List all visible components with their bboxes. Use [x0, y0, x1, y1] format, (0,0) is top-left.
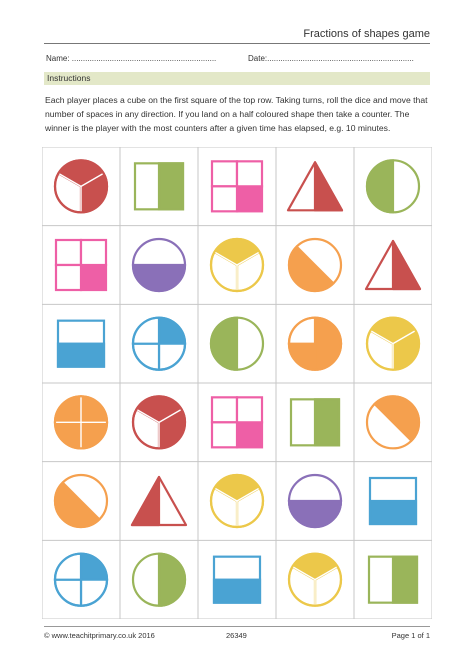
board-cell-r3-c5[interactable] [367, 318, 419, 370]
board-cell-r6-c1[interactable] [55, 554, 107, 606]
footer-copyright: © www.teachitprimary.co.uk 2016 [44, 631, 155, 640]
board-cell-r4-c3[interactable] [212, 397, 262, 447]
board-cell-r2-c1[interactable] [56, 240, 106, 290]
board-cell-r6-c4[interactable] [289, 554, 341, 606]
board-cell-r3-c2[interactable] [133, 318, 185, 370]
board-cell-r1-c1[interactable] [55, 160, 107, 212]
page-title: Fractions of shapes game [303, 28, 430, 40]
board-cell-r2-c3[interactable] [211, 239, 263, 291]
board-cell-r3-c1[interactable] [58, 321, 104, 367]
board-cell-r6-c5[interactable] [369, 557, 417, 603]
game-board [42, 147, 432, 619]
board-cell-r4-c1[interactable] [55, 396, 107, 448]
board-cell-r6-c3[interactable] [214, 557, 260, 603]
board-cell-r5-c3[interactable] [211, 475, 263, 527]
board-cell-r4-c2[interactable] [133, 396, 185, 448]
board-cell-r1-c3[interactable] [212, 161, 262, 211]
footer-code: 26349 [226, 631, 247, 640]
board-cell-r1-c2[interactable] [135, 163, 183, 209]
date-field[interactable]: Date:.................................................................. [248, 54, 414, 63]
board-cell-r2-c4[interactable] [289, 239, 341, 291]
instructions-text: Each player places a cube on the first square of the top row. Taking turns, roll the dice and move that number of spaces in any direction. If you land on a half coloured shape then take a counter. The winner is the player with the most counters after a given time has elapsed, e.g. 10 minutes. [45, 95, 428, 133]
instructions-heading: Instructions [44, 72, 430, 85]
board-cell-r6-c2[interactable] [133, 554, 185, 606]
board-cell-r3-c4[interactable] [289, 318, 341, 370]
board-cell-r5-c1[interactable] [55, 475, 107, 527]
board-cell-r4-c5[interactable] [367, 396, 419, 448]
footer-divider [44, 626, 430, 627]
board-grid-lines [42, 147, 432, 619]
board-cell-r5-c4[interactable] [289, 475, 341, 527]
board-cell-r5-c5[interactable] [370, 478, 416, 524]
title-divider [44, 43, 430, 44]
board-cell-r2-c2[interactable] [133, 239, 185, 291]
board-cell-r1-c4[interactable] [288, 162, 342, 210]
board-cell-r5-c2[interactable] [132, 477, 186, 525]
board-cell-r2-c5[interactable] [366, 241, 420, 289]
name-field[interactable]: Name: ................................................................. [46, 54, 217, 63]
board-cell-r1-c5[interactable] [367, 160, 419, 212]
board-cell-r3-c3[interactable] [211, 318, 263, 370]
footer-page-number: Page 1 of 1 [391, 631, 430, 640]
board-cell-r4-c4[interactable] [291, 399, 339, 445]
